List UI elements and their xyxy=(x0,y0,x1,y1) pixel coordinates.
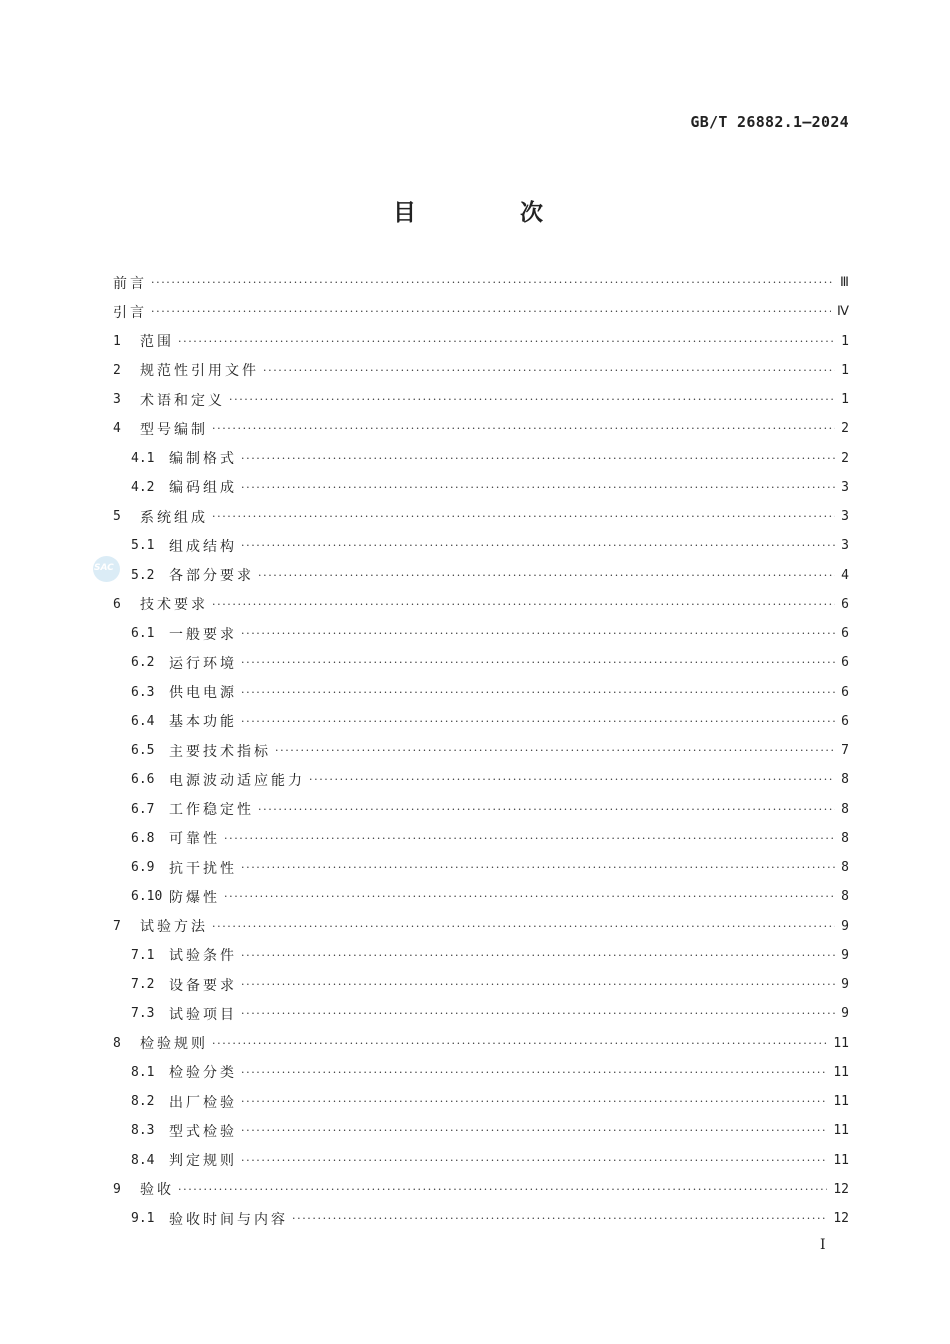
toc-dot-leader xyxy=(241,539,835,552)
toc-entry-page: 12 xyxy=(833,1211,849,1227)
toc-entry-page: 6 xyxy=(841,655,849,671)
toc-dot-leader xyxy=(241,686,835,699)
toc-dot-leader xyxy=(241,949,835,962)
toc-dot-leader xyxy=(241,1095,827,1108)
toc-entry[interactable] xyxy=(113,1204,849,1233)
toc-entry-number: 8 xyxy=(113,1035,121,1051)
toc-dot-leader xyxy=(212,510,835,523)
toc-entry-label: 技术要求 xyxy=(140,597,208,614)
toc-entry[interactable] xyxy=(113,912,849,941)
toc-dot-leader xyxy=(258,569,835,582)
toc-entry[interactable] xyxy=(113,1087,849,1116)
toc-entry-label: 供电电源 xyxy=(169,685,237,702)
toc-entry-label: 防爆性 xyxy=(169,889,220,906)
toc-entry-label: 各部分要求 xyxy=(169,568,254,585)
toc-entry-number: 9 xyxy=(113,1181,121,1197)
toc-entry-page: 3 xyxy=(841,509,849,525)
toc-entry-label: 电源波动适应能力 xyxy=(169,772,305,789)
toc-entry-number: 8.1 xyxy=(131,1064,155,1080)
toc-entry-label: 组成结构 xyxy=(169,538,237,555)
toc-entry[interactable] xyxy=(113,473,849,502)
page-number: I xyxy=(820,1237,826,1253)
toc-entry-page: 1 xyxy=(841,333,849,349)
toc-entry-label: 编制格式 xyxy=(169,451,237,468)
toc-entry-label: 前言 xyxy=(113,275,147,292)
toc-entry-page: 3 xyxy=(841,538,849,554)
toc-entry-label: 抗干扰性 xyxy=(169,860,237,877)
toc-entry-label: 基本功能 xyxy=(169,714,237,731)
toc-entry[interactable] xyxy=(113,1146,849,1175)
toc-entry-label: 主要技术指标 xyxy=(169,743,271,760)
toc-entry-page: 8 xyxy=(841,830,849,846)
toc-entry-label: 系统组成 xyxy=(140,509,208,526)
toc-dot-leader xyxy=(224,832,835,845)
toc-entry-page: 8 xyxy=(841,860,849,876)
toc-entry-number: 4.1 xyxy=(131,450,155,466)
toc-entry-number: 7.1 xyxy=(131,947,155,963)
toc-entry[interactable] xyxy=(113,327,849,356)
toc-dot-leader xyxy=(241,1066,827,1079)
toc-entry-page: 4 xyxy=(841,567,849,583)
toc-entry-number: 9.1 xyxy=(131,1211,155,1227)
toc-dot-leader xyxy=(241,481,835,494)
toc-entry-label: 验收时间与内容 xyxy=(169,1211,288,1228)
toc-dot-leader xyxy=(212,598,835,611)
toc-entry-page: 11 xyxy=(833,1094,849,1110)
toc-entry[interactable] xyxy=(113,590,849,619)
toc-entry-page: Ⅲ xyxy=(840,275,849,291)
toc-entry[interactable] xyxy=(113,1175,849,1204)
toc-entry-label: 型号编制 xyxy=(140,421,208,438)
toc-entry-number: 5.2 xyxy=(131,567,155,583)
toc-dot-leader xyxy=(241,1154,827,1167)
toc-entry-number: 5 xyxy=(113,509,121,525)
toc-entry[interactable] xyxy=(113,765,849,794)
toc-entry[interactable] xyxy=(113,824,849,853)
toc-entry[interactable] xyxy=(113,1058,849,1087)
toc-dot-leader xyxy=(178,1183,827,1196)
toc-entry-number: 8.4 xyxy=(131,1152,155,1168)
toc-entry-page: 8 xyxy=(841,772,849,788)
toc-entry-number: 3 xyxy=(113,392,121,408)
toc-entry-number: 7 xyxy=(113,918,121,934)
toc-dot-leader xyxy=(275,744,835,757)
toc-entry-page: 2 xyxy=(841,450,849,466)
toc-entry[interactable] xyxy=(113,356,849,385)
toc-entry[interactable] xyxy=(113,444,849,473)
toc-entry-label: 编码组成 xyxy=(169,480,237,497)
toc-dot-leader xyxy=(241,1007,835,1020)
toc-entry-number: 6.5 xyxy=(131,743,155,759)
toc-entry[interactable] xyxy=(113,1116,849,1145)
toc-dot-leader xyxy=(309,773,835,786)
toc-entry-label: 规范性引用文件 xyxy=(140,363,259,380)
toc-entry-page: 7 xyxy=(841,743,849,759)
toc-entry[interactable] xyxy=(113,1029,849,1058)
toc-entry[interactable] xyxy=(113,414,849,443)
toc-entry-page: 3 xyxy=(841,479,849,495)
toc-entry-page: 8 xyxy=(841,889,849,905)
toc-entry[interactable] xyxy=(113,297,849,326)
toc-entry-page: 9 xyxy=(841,918,849,934)
toc-entry[interactable] xyxy=(113,882,849,911)
toc-entry-label: 设备要求 xyxy=(169,977,237,994)
toc-entry-label: 可靠性 xyxy=(169,831,220,848)
toc-entry-page: 11 xyxy=(833,1123,849,1139)
toc-entry-number: 8.2 xyxy=(131,1094,155,1110)
toc-entry-page: 6 xyxy=(841,684,849,700)
toc-dot-leader xyxy=(151,305,831,318)
toc-entry-label: 工作稳定性 xyxy=(169,802,254,819)
toc-dot-leader xyxy=(241,715,835,728)
toc-entry-number: 7.3 xyxy=(131,1006,155,1022)
toc-entry-page: Ⅳ xyxy=(837,304,849,320)
toc-entry-page: 12 xyxy=(833,1181,849,1197)
toc-entry-number: 6.10 xyxy=(131,889,163,905)
toc-dot-leader xyxy=(241,978,835,991)
toc-entry-label: 出厂检验 xyxy=(169,1094,237,1111)
toc-entry-number: 6.8 xyxy=(131,830,155,846)
toc-entry-label: 检验规则 xyxy=(140,1036,208,1053)
toc-dot-leader xyxy=(292,1212,827,1225)
toc-entry[interactable] xyxy=(113,561,849,590)
toc-entry-page: 11 xyxy=(833,1152,849,1168)
standard-code: GB/T 26882.1—2024 xyxy=(690,113,849,131)
toc-entry-page: 9 xyxy=(841,947,849,963)
toc-entry-number: 6.7 xyxy=(131,801,155,817)
toc-entry-label: 试验方法 xyxy=(140,919,208,936)
toc-dot-leader xyxy=(258,803,835,816)
toc-entry[interactable] xyxy=(113,648,849,677)
toc-entry-page: 2 xyxy=(841,421,849,437)
toc-entry[interactable] xyxy=(113,999,849,1028)
toc-entry[interactable] xyxy=(113,853,849,882)
toc-dot-leader xyxy=(241,452,835,465)
toc-entry[interactable] xyxy=(113,941,849,970)
toc-entry-label: 范围 xyxy=(140,334,174,351)
toc-entry[interactable] xyxy=(113,678,849,707)
toc-entry[interactable] xyxy=(113,795,849,824)
toc-entry-page: 9 xyxy=(841,977,849,993)
toc-entry-label: 引言 xyxy=(113,304,147,321)
toc-entry-label: 检验分类 xyxy=(169,1065,237,1082)
toc-dot-leader xyxy=(241,656,835,669)
toc-entry-page: 1 xyxy=(841,362,849,378)
toc-entry-page: 6 xyxy=(841,596,849,612)
toc-dot-leader xyxy=(229,393,835,406)
toc-entry-page: 1 xyxy=(841,392,849,408)
toc-entry[interactable] xyxy=(113,707,849,736)
toc-dot-leader xyxy=(151,276,834,289)
toc-entry[interactable] xyxy=(113,531,849,560)
toc-entry-label: 验收 xyxy=(140,1182,174,1199)
toc-dot-leader xyxy=(241,861,835,874)
toc-entry-label: 试验项目 xyxy=(169,1006,237,1023)
toc-entry-number: 6.2 xyxy=(131,655,155,671)
toc-entry-page: 8 xyxy=(841,801,849,817)
toc-entry[interactable] xyxy=(113,970,849,999)
toc-entry[interactable] xyxy=(113,502,849,531)
toc-entry-page: 6 xyxy=(841,713,849,729)
toc-entry-number: 1 xyxy=(113,333,121,349)
toc-entry-number: 5.1 xyxy=(131,538,155,554)
toc-entry-number: 6.4 xyxy=(131,713,155,729)
toc-entry-label: 一般要求 xyxy=(169,626,237,643)
page-title: 目 次 xyxy=(392,199,591,226)
toc-entry-number: 7.2 xyxy=(131,977,155,993)
toc-entry-label: 判定规则 xyxy=(169,1153,237,1170)
toc-entry-number: 6.9 xyxy=(131,860,155,876)
toc-entry[interactable] xyxy=(113,619,849,648)
toc-entry-number: 6.6 xyxy=(131,772,155,788)
toc-entry-page: 11 xyxy=(833,1064,849,1080)
toc-dot-leader xyxy=(212,422,835,435)
toc-entry-page: 9 xyxy=(841,1006,849,1022)
toc-entry-page: 11 xyxy=(833,1035,849,1051)
toc-dot-leader xyxy=(241,627,835,640)
toc-entry-number: 6.3 xyxy=(131,684,155,700)
toc-dot-leader xyxy=(212,1037,827,1050)
table-of-contents xyxy=(113,268,849,1233)
toc-entry[interactable] xyxy=(113,736,849,765)
toc-dot-leader xyxy=(212,920,835,933)
toc-entry-label: 术语和定义 xyxy=(140,392,225,409)
toc-entry-number: 2 xyxy=(113,362,121,378)
toc-entry-number: 4.2 xyxy=(131,479,155,495)
toc-entry-number: 6.1 xyxy=(131,626,155,642)
toc-entry[interactable] xyxy=(113,385,849,414)
toc-entry-label: 运行环境 xyxy=(169,655,237,672)
toc-dot-leader xyxy=(263,364,835,377)
toc-entry-page: 6 xyxy=(841,626,849,642)
toc-entry-number: 6 xyxy=(113,596,121,612)
toc-entry-label: 试验条件 xyxy=(169,948,237,965)
toc-entry-number: 4 xyxy=(113,421,121,437)
toc-dot-leader xyxy=(178,335,835,348)
toc-dot-leader xyxy=(224,890,835,903)
toc-entry-label: 型式检验 xyxy=(169,1123,237,1140)
toc-entry[interactable] xyxy=(113,268,849,297)
watermark-text: SAC xyxy=(94,563,114,573)
toc-entry-number: 8.3 xyxy=(131,1123,155,1139)
toc-dot-leader xyxy=(241,1124,827,1137)
